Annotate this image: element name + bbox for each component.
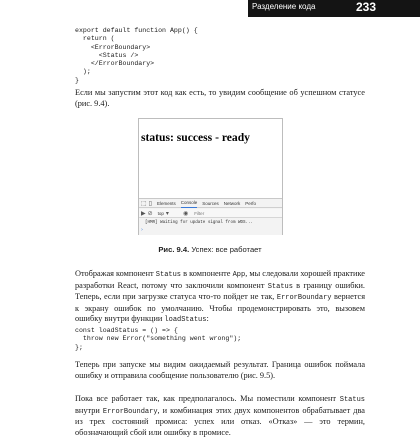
devtools-tabs: [139, 199, 282, 208]
devtools-panel: [139, 198, 282, 235]
status-headline: status: success - ready: [141, 131, 250, 144]
inline-code: ErrorBoundary: [102, 407, 158, 416]
text-run: вернется к экрану ошибок по умолчанию. Чтобы продемонстрировать это, вызовем ошибку внутри функции: [75, 292, 366, 324]
text-run: в границу ошибки. Теперь, если при загрузке статуса что-то пойдет не так,: [75, 280, 365, 302]
paragraph-promise-states: [75, 394, 365, 438]
text-run: , мы следовали хорошей практике разработки React, потому что заключили компонент: [75, 269, 365, 290]
inline-code: ErrorBoundary: [276, 294, 332, 303]
clear-console-icon[interactable]: ▶: [141, 209, 146, 217]
inline-code: App: [232, 271, 246, 279]
chevron-down-icon[interactable]: ▾: [165, 209, 169, 217]
tab-network[interactable]: Network: [223, 200, 241, 206]
eye-icon[interactable]: ◉: [182, 209, 189, 217]
caption-text: Успех: все работает: [191, 245, 262, 254]
page-number: 233: [356, 0, 377, 14]
figure-caption: [0, 245, 420, 254]
device-toggle-icon[interactable]: ▯: [148, 199, 152, 207]
paragraph-result: Теперь при запуске мы видим ожидаемый результат. Граница ошибок поймала ошибку и отправила сообщение пользователю (рис. 9.5).: [75, 360, 365, 380]
text-run: , и комбинация этих двух компонентов обрабатывает два из трех состояний промиса: успех или отказ. «Отказ» — это термин, обозначающий сбой или ошибку в промисе.: [75, 405, 365, 437]
console-log-message: [HMR] Waiting for update signal from WDS...: [145, 221, 254, 225]
tab-performance[interactable]: Perfo: [245, 200, 257, 206]
inspect-icon[interactable]: ⬚: [141, 199, 147, 207]
filter-input[interactable]: Filter: [194, 210, 205, 216]
inline-code: Status: [155, 271, 182, 279]
text-run: :: [206, 314, 209, 324]
section-title: Разделение кода: [252, 2, 316, 11]
code-block-app: export default function App() { return ( <ErrorBoundary> <Status /> </ErrorBoundary> ); }: [75, 27, 198, 84]
text-run: в компоненте: [181, 269, 233, 278]
tab-sources[interactable]: Sources: [202, 200, 219, 206]
figure-browser-screenshot: [138, 118, 283, 235]
console-toolbar: [139, 209, 282, 218]
text-run: внутри: [75, 405, 103, 415]
caption-number: Рис. 9.4.: [158, 245, 190, 254]
text-run: Пока все работает так, как предполагалось. Мы поместили компонент: [75, 394, 340, 403]
paragraph-error-boundary: [75, 269, 365, 326]
paragraph-intro: Если мы запустим этот код как есть, то увидим сообщение об успешном статусе (рис. 9.4).: [75, 88, 365, 108]
block-icon[interactable]: ⊘: [147, 209, 153, 217]
text-run: Отображая компонент: [75, 269, 156, 278]
console-prompt-icon[interactable]: ›: [141, 227, 143, 233]
code-block-load-status: const loadStatus = () => { throw new Error("something went wrong"); };: [75, 327, 242, 351]
tab-elements[interactable]: Elements: [156, 200, 176, 206]
inline-code: loadStatus: [164, 316, 207, 325]
tab-console[interactable]: Console: [181, 198, 198, 208]
context-select[interactable]: top: [157, 210, 164, 216]
inline-code: Status: [267, 282, 293, 291]
inline-code: Status: [339, 396, 365, 404]
